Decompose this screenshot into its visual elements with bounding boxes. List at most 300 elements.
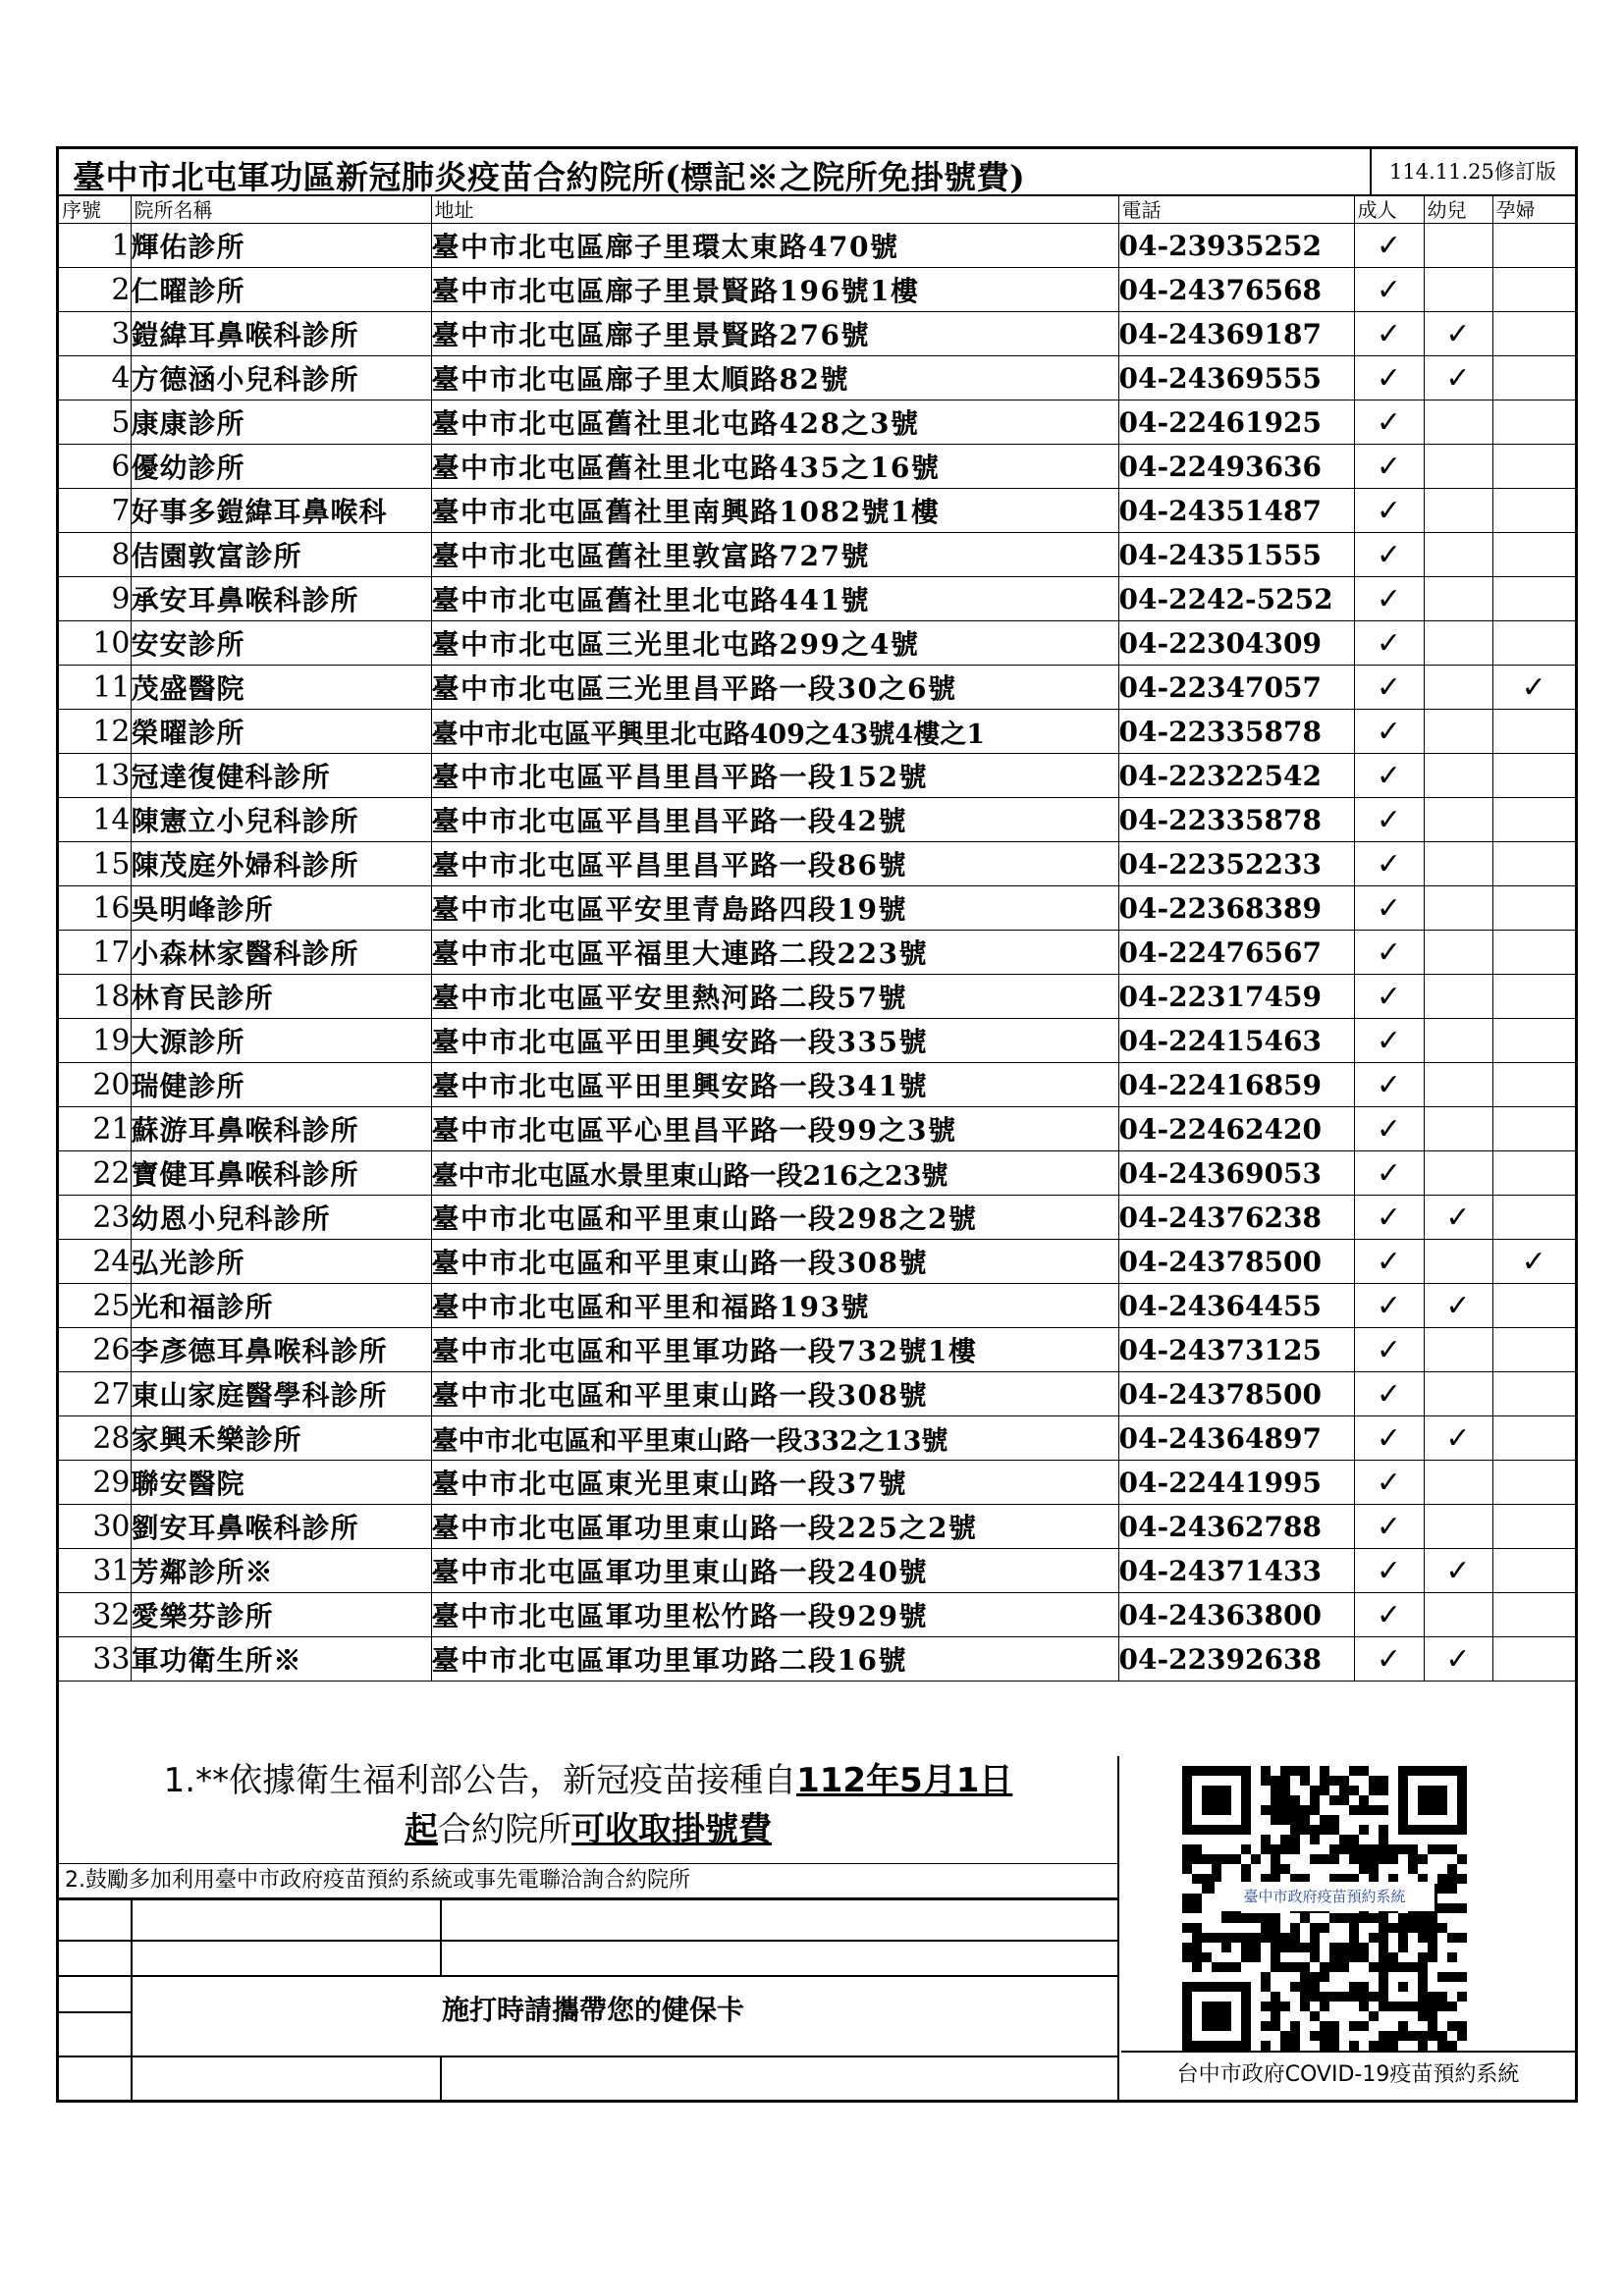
clinic-name: 蘇游耳鼻喉科診所 (131, 1107, 431, 1151)
clinic-address: 臺中市北屯區平安里熱河路二段57號 (431, 975, 1118, 1019)
check-mark-icon: ✓ (1376, 404, 1402, 440)
clinic-phone: 04-22461925 (1118, 400, 1354, 445)
clinic-name: 瑞健診所 (131, 1063, 431, 1107)
clinic-name: 榮曜診所 (131, 710, 431, 754)
table-row (59, 621, 1575, 666)
check-mark-icon: ✓ (1376, 360, 1402, 396)
clinic-name: 軍功衛生所※ (131, 1637, 431, 1682)
adult-check-cell (1354, 1461, 1424, 1505)
pregnant-check-cell (1492, 621, 1575, 666)
pregnant-check-cell (1492, 356, 1575, 400)
row-number: 16 (59, 886, 131, 931)
pregnant-check-cell (1492, 798, 1575, 842)
column-header-no: 序號 (59, 194, 131, 224)
clinic-address: 臺中市北屯區和平里東山路一段298之2號 (431, 1196, 1118, 1240)
clinic-phone: 04-22304309 (1118, 621, 1354, 666)
check-mark-icon: ✓ (1376, 669, 1402, 705)
child-check-cell (1424, 621, 1492, 666)
pregnant-check-cell (1492, 754, 1575, 798)
row-number: 26 (59, 1328, 131, 1372)
table-row (59, 577, 1575, 621)
title-row (59, 149, 1575, 196)
check-mark-icon: ✓ (1376, 1420, 1402, 1456)
clinic-name: 李彥德耳鼻喉科診所 (131, 1328, 431, 1372)
note-registration-fee (59, 1756, 1119, 1864)
table-row (59, 1372, 1575, 1416)
clinic-address: 臺中市北屯區舊社里北屯路441號 (431, 577, 1118, 621)
pregnant-check-cell (1492, 1240, 1575, 1284)
pregnant-check-cell (1492, 931, 1575, 975)
clinic-table (59, 194, 1575, 1682)
note1-date: 112年5月1日 (796, 1761, 1013, 1800)
child-check-cell (1424, 1461, 1492, 1505)
table-row (59, 224, 1575, 268)
table-row (59, 1019, 1575, 1063)
row-number: 5 (59, 400, 131, 445)
clinic-phone: 04-22335878 (1118, 710, 1354, 754)
check-mark-icon: ✓ (1376, 581, 1402, 616)
clinic-phone: 04-24369187 (1118, 312, 1354, 356)
table-row (59, 1284, 1575, 1328)
clinic-name: 小森林家醫科診所 (131, 931, 431, 975)
pregnant-check-cell (1492, 1107, 1575, 1151)
table-row (59, 1196, 1575, 1240)
child-check-cell (1424, 666, 1492, 710)
pregnant-check-cell (1492, 268, 1575, 312)
blank-grid (59, 1898, 1119, 2100)
table-row (59, 710, 1575, 754)
row-number: 3 (59, 312, 131, 356)
clinic-address: 臺中市北屯區和平里軍功路一段732號1樓 (431, 1328, 1118, 1372)
child-check-cell (1424, 931, 1492, 975)
adult-check-cell (1354, 710, 1424, 754)
adult-check-cell (1354, 1416, 1424, 1461)
row-number: 27 (59, 1372, 131, 1416)
row-number: 20 (59, 1063, 131, 1107)
child-check-cell (1424, 1196, 1492, 1240)
clinic-name: 愛樂芬診所 (131, 1593, 431, 1637)
clinic-address: 臺中市北屯區和平里東山路一段308號 (431, 1372, 1118, 1416)
pregnant-check-cell (1492, 1019, 1575, 1063)
pregnant-check-cell (1492, 666, 1575, 710)
clinic-phone: 04-22322542 (1118, 754, 1354, 798)
qr-panel (1121, 1756, 1575, 2100)
child-check-cell (1424, 1151, 1492, 1196)
adult-check-cell (1354, 312, 1424, 356)
clinic-name: 佶園敦富診所 (131, 533, 431, 577)
check-mark-icon: ✓ (1376, 979, 1402, 1014)
row-number: 28 (59, 1416, 131, 1461)
row-number: 30 (59, 1505, 131, 1549)
grid-line (59, 1940, 1119, 1942)
table-row (59, 312, 1575, 356)
table-row (59, 1637, 1575, 1682)
check-mark-icon: ✓ (1376, 228, 1402, 263)
clinic-name: 東山家庭醫學科診所 (131, 1372, 431, 1416)
row-number: 12 (59, 710, 131, 754)
clinic-phone: 04-24351555 (1118, 533, 1354, 577)
health-card-reminder: 施打時請攜帶您的健保卡 (442, 1994, 745, 2026)
clinic-name: 仁曜診所 (131, 268, 431, 312)
pregnant-check-cell (1492, 1461, 1575, 1505)
adult-check-cell (1354, 1107, 1424, 1151)
pregnant-check-cell (1492, 1284, 1575, 1328)
check-mark-icon: ✓ (1376, 625, 1402, 661)
note1-clinics: 合約院所 (438, 1810, 571, 1849)
clinic-name: 吳明峰診所 (131, 886, 431, 931)
pregnant-check-cell (1492, 1196, 1575, 1240)
column-header-adult: 成人 (1354, 194, 1424, 224)
column-header-address: 地址 (431, 194, 1118, 224)
row-number: 29 (59, 1461, 131, 1505)
check-mark-icon: ✓ (1376, 1244, 1402, 1279)
clinic-address: 臺中市北屯區平心里昌平路一段99之3號 (431, 1107, 1118, 1151)
row-number: 9 (59, 577, 131, 621)
child-check-cell (1424, 842, 1492, 886)
check-mark-icon: ✓ (1445, 1553, 1471, 1588)
adult-check-cell (1354, 798, 1424, 842)
adult-check-cell (1354, 1328, 1424, 1372)
adult-check-cell (1354, 1549, 1424, 1593)
child-check-cell (1424, 1328, 1492, 1372)
vaccine-clinic-sheet (56, 146, 1578, 2103)
table-row (59, 886, 1575, 931)
pregnant-check-cell (1492, 1505, 1575, 1549)
clinic-address: 臺中市北屯區平田里興安路一段335號 (431, 1019, 1118, 1063)
table-row (59, 489, 1575, 533)
clinic-name: 芳鄰診所※ (131, 1549, 431, 1593)
clinic-address: 臺中市北屯區廍子里景賢路276號 (431, 312, 1118, 356)
adult-check-cell (1354, 621, 1424, 666)
row-number: 1 (59, 224, 131, 268)
pregnant-check-cell (1492, 886, 1575, 931)
clinic-address: 臺中市北屯區和平里和福路193號 (431, 1284, 1118, 1328)
pregnant-check-cell (1492, 710, 1575, 754)
clinic-phone: 04-24378500 (1118, 1372, 1354, 1416)
adult-check-cell (1354, 1240, 1424, 1284)
pregnant-check-cell (1492, 1151, 1575, 1196)
clinic-address: 臺中市北屯區軍功里松竹路一段929號 (431, 1593, 1118, 1637)
child-check-cell (1424, 489, 1492, 533)
table-row (59, 1328, 1575, 1372)
table-row (59, 1107, 1575, 1151)
child-check-cell (1424, 1107, 1492, 1151)
clinic-name: 光和福診所 (131, 1284, 431, 1328)
check-mark-icon: ✓ (1376, 1155, 1402, 1191)
pregnant-check-cell (1492, 1549, 1575, 1593)
check-mark-icon: ✓ (1376, 934, 1402, 970)
row-number: 15 (59, 842, 131, 886)
clinic-phone: 04-24378500 (1118, 1240, 1354, 1284)
row-number: 25 (59, 1284, 131, 1328)
clinic-phone: 04-24369053 (1118, 1151, 1354, 1196)
check-mark-icon: ✓ (1445, 1641, 1471, 1677)
row-number: 6 (59, 445, 131, 489)
clinic-name: 承安耳鼻喉科診所 (131, 577, 431, 621)
row-number: 17 (59, 931, 131, 975)
check-mark-icon: ✓ (1376, 1641, 1402, 1677)
clinic-phone: 04-22462420 (1118, 1107, 1354, 1151)
clinic-name: 優幼診所 (131, 445, 431, 489)
clinic-name: 劉安耳鼻喉科診所 (131, 1505, 431, 1549)
qr-label: 臺中市政府疫苗預約系統 (1215, 1882, 1435, 1911)
row-number: 31 (59, 1549, 131, 1593)
table-row (59, 754, 1575, 798)
clinic-phone: 04-22347057 (1118, 666, 1354, 710)
clinic-address: 臺中市北屯區平田里興安路一段341號 (431, 1063, 1118, 1107)
pregnant-check-cell (1492, 1416, 1575, 1461)
clinic-address: 臺中市北屯區廍子里環太東路470號 (431, 224, 1118, 268)
row-number: 33 (59, 1637, 131, 1682)
child-check-cell (1424, 356, 1492, 400)
check-mark-icon: ✓ (1376, 449, 1402, 484)
column-header-phone: 電話 (1118, 194, 1354, 224)
check-mark-icon: ✓ (1376, 1023, 1402, 1058)
clinic-phone: 04-22416859 (1118, 1063, 1354, 1107)
note1-from: 起 (405, 1810, 438, 1849)
table-row (59, 975, 1575, 1019)
clinic-name: 方德涵小兒科診所 (131, 356, 431, 400)
row-number: 13 (59, 754, 131, 798)
child-check-cell (1424, 1505, 1492, 1549)
row-number: 14 (59, 798, 131, 842)
adult-check-cell (1354, 1637, 1424, 1682)
clinic-phone: 04-22392638 (1118, 1637, 1354, 1682)
clinic-address: 臺中市北屯區和平里東山路一段332之13號 (431, 1416, 1118, 1461)
check-mark-icon: ✓ (1445, 1420, 1471, 1456)
table-row (59, 1063, 1575, 1107)
clinic-address: 臺中市北屯區東光里東山路一段37號 (431, 1461, 1118, 1505)
adult-check-cell (1354, 1151, 1424, 1196)
clinic-rows (59, 224, 1575, 1682)
child-check-cell (1424, 754, 1492, 798)
clinic-phone: 04-22441995 (1118, 1461, 1354, 1505)
check-mark-icon: ✓ (1521, 1244, 1546, 1279)
check-mark-icon: ✓ (1376, 1067, 1402, 1102)
check-mark-icon: ✓ (1376, 316, 1402, 351)
table-header-row (59, 194, 1575, 224)
clinic-name: 聯安醫院 (131, 1461, 431, 1505)
table-row (59, 533, 1575, 577)
row-number: 22 (59, 1151, 131, 1196)
adult-check-cell (1354, 356, 1424, 400)
clinic-name: 輝佑診所 (131, 224, 431, 268)
table-row (59, 1151, 1575, 1196)
adult-check-cell (1354, 931, 1424, 975)
footer (59, 1756, 1575, 2100)
row-number: 18 (59, 975, 131, 1019)
child-check-cell (1424, 224, 1492, 268)
clinic-address: 臺中市北屯區舊社里北屯路435之16號 (431, 445, 1118, 489)
child-check-cell (1424, 1019, 1492, 1063)
clinic-address: 臺中市北屯區三光里北屯路299之4號 (431, 621, 1118, 666)
table-row (59, 1416, 1575, 1461)
pregnant-check-cell (1492, 224, 1575, 268)
clinic-address: 臺中市北屯區和平里東山路一段308號 (431, 1240, 1118, 1284)
adult-check-cell (1354, 842, 1424, 886)
qr-caption: 台中市政府COVID-19疫苗預約系統 (1121, 2051, 1575, 2100)
check-mark-icon: ✓ (1376, 1509, 1402, 1544)
row-number: 7 (59, 489, 131, 533)
child-check-cell (1424, 710, 1492, 754)
child-check-cell (1424, 975, 1492, 1019)
child-check-cell (1424, 886, 1492, 931)
clinic-phone: 04-22352233 (1118, 842, 1354, 886)
table-row (59, 400, 1575, 445)
table-row (59, 1505, 1575, 1549)
row-number: 24 (59, 1240, 131, 1284)
adult-check-cell (1354, 975, 1424, 1019)
clinic-phone: 04-22476567 (1118, 931, 1354, 975)
clinic-name: 好事多鎧緯耳鼻喉科 (131, 489, 431, 533)
grid-line (131, 1898, 133, 2100)
clinic-name: 陳茂庭外婦科診所 (131, 842, 431, 886)
adult-check-cell (1354, 268, 1424, 312)
clinic-phone: 04-24364897 (1118, 1416, 1354, 1461)
grid-line (440, 1898, 442, 1975)
clinic-name: 冠達復健科診所 (131, 754, 431, 798)
table-row (59, 356, 1575, 400)
grid-line (59, 2056, 1119, 2057)
pregnant-check-cell (1492, 1063, 1575, 1107)
clinic-name: 幼恩小兒科診所 (131, 1196, 431, 1240)
child-check-cell (1424, 1416, 1492, 1461)
check-mark-icon: ✓ (1376, 1376, 1402, 1412)
check-mark-icon: ✓ (1376, 758, 1402, 793)
clinic-address: 臺中市北屯區舊社里北屯路428之3號 (431, 400, 1118, 445)
check-mark-icon: ✓ (1376, 714, 1402, 749)
check-mark-icon: ✓ (1376, 1553, 1402, 1588)
child-check-cell (1424, 268, 1492, 312)
clinic-phone: 04-22368389 (1118, 886, 1354, 931)
table-row (59, 931, 1575, 975)
adult-check-cell (1354, 1019, 1424, 1063)
clinic-phone: 04-24363800 (1118, 1593, 1354, 1637)
check-mark-icon: ✓ (1521, 669, 1546, 705)
table-row (59, 1240, 1575, 1284)
grid-line (59, 1975, 1119, 1977)
clinic-phone: 04-24376238 (1118, 1196, 1354, 1240)
table-row (59, 445, 1575, 489)
child-check-cell (1424, 1372, 1492, 1416)
child-check-cell (1424, 312, 1492, 356)
pregnant-check-cell (1492, 445, 1575, 489)
table-row (59, 842, 1575, 886)
pregnant-check-cell (1492, 1637, 1575, 1682)
child-check-cell (1424, 1240, 1492, 1284)
adult-check-cell (1354, 400, 1424, 445)
check-mark-icon: ✓ (1376, 802, 1402, 837)
adult-check-cell (1354, 577, 1424, 621)
clinic-address: 臺中市北屯區三光里昌平路一段30之6號 (431, 666, 1118, 710)
clinic-phone: 04-24371433 (1118, 1549, 1354, 1593)
child-check-cell (1424, 533, 1492, 577)
clinic-address: 臺中市北屯區舊社里敦富路727號 (431, 533, 1118, 577)
clinic-phone: 04-2242-5252 (1118, 577, 1354, 621)
clinic-address: 臺中市北屯區舊社里南興路1082號1樓 (431, 489, 1118, 533)
clinic-address: 臺中市北屯區水景里東山路一段216之23號 (431, 1151, 1118, 1196)
child-check-cell (1424, 577, 1492, 621)
child-check-cell (1424, 1549, 1492, 1593)
note-booking-system: 2.鼓勵多加利用臺中市政府疫苗預約系統或事先電聯洽詢合約院所 (59, 1864, 1119, 1898)
clinic-phone: 04-24362788 (1118, 1505, 1354, 1549)
document-title: 臺中市北屯軍功區新冠肺炎疫苗合約院所(標記※之院所免掛號費) (73, 158, 1026, 196)
clinic-phone: 04-22415463 (1118, 1019, 1354, 1063)
clinic-address: 臺中市北屯區軍功里東山路一段240號 (431, 1549, 1118, 1593)
table-row (59, 798, 1575, 842)
clinic-name: 大源診所 (131, 1019, 431, 1063)
check-mark-icon: ✓ (1376, 1288, 1402, 1323)
clinic-address: 臺中市北屯區平福里大連路二段223號 (431, 931, 1118, 975)
clinic-name: 鎧緯耳鼻喉科診所 (131, 312, 431, 356)
clinic-name: 安安診所 (131, 621, 431, 666)
grid-line (440, 2056, 442, 2100)
clinic-phone: 04-22493636 (1118, 445, 1354, 489)
clinic-address: 臺中市北屯區軍功里東山路一段225之2號 (431, 1505, 1118, 1549)
row-number: 21 (59, 1107, 131, 1151)
table-row (59, 268, 1575, 312)
clinic-name: 陳憲立小兒科診所 (131, 798, 431, 842)
child-check-cell (1424, 445, 1492, 489)
adult-check-cell (1354, 1593, 1424, 1637)
adult-check-cell (1354, 886, 1424, 931)
child-check-cell (1424, 1593, 1492, 1637)
check-mark-icon: ✓ (1445, 316, 1471, 351)
clinic-phone: 04-24373125 (1118, 1328, 1354, 1372)
clinic-name: 林育民診所 (131, 975, 431, 1019)
check-mark-icon: ✓ (1376, 493, 1402, 528)
clinic-name: 弘光診所 (131, 1240, 431, 1284)
clinic-address: 臺中市北屯區廍子里景賢路196號1樓 (431, 268, 1118, 312)
pregnant-check-cell (1492, 533, 1575, 577)
child-check-cell (1424, 1637, 1492, 1682)
row-number: 10 (59, 621, 131, 666)
clinic-phone: 04-24351487 (1118, 489, 1354, 533)
check-mark-icon: ✓ (1445, 360, 1471, 396)
check-mark-icon: ✓ (1376, 846, 1402, 881)
clinic-phone: 04-22317459 (1118, 975, 1354, 1019)
grid-line (59, 1898, 1119, 1900)
row-number: 4 (59, 356, 131, 400)
grid-line (59, 2011, 131, 2013)
clinic-phone: 04-24376568 (1118, 268, 1354, 312)
child-check-cell (1424, 1284, 1492, 1328)
adult-check-cell (1354, 666, 1424, 710)
clinic-phone: 04-24369555 (1118, 356, 1354, 400)
adult-check-cell (1354, 754, 1424, 798)
row-number: 8 (59, 533, 131, 577)
check-mark-icon: ✓ (1376, 1332, 1402, 1367)
adult-check-cell (1354, 445, 1424, 489)
child-check-cell (1424, 400, 1492, 445)
clinic-address: 臺中市北屯區平昌里昌平路一段152號 (431, 754, 1118, 798)
pregnant-check-cell (1492, 312, 1575, 356)
revision-label: 114.11.25修訂版 (1370, 149, 1575, 194)
adult-check-cell (1354, 489, 1424, 533)
row-number: 19 (59, 1019, 131, 1063)
check-mark-icon: ✓ (1376, 890, 1402, 926)
pregnant-check-cell (1492, 489, 1575, 533)
clinic-phone: 04-22335878 (1118, 798, 1354, 842)
child-check-cell (1424, 1063, 1492, 1107)
note1-prefix: 1.**依據衛生福利部公告，新冠疫苗接種自 (163, 1761, 797, 1800)
column-header-pregnant: 孕婦 (1492, 194, 1575, 224)
clinic-address: 臺中市北屯區軍功里軍功路二段16號 (431, 1637, 1118, 1682)
adult-check-cell (1354, 224, 1424, 268)
clinic-address: 臺中市北屯區廍子里太順路82號 (431, 356, 1118, 400)
clinic-name: 康康診所 (131, 400, 431, 445)
note1-fee: 可收取掛號費 (571, 1810, 772, 1849)
